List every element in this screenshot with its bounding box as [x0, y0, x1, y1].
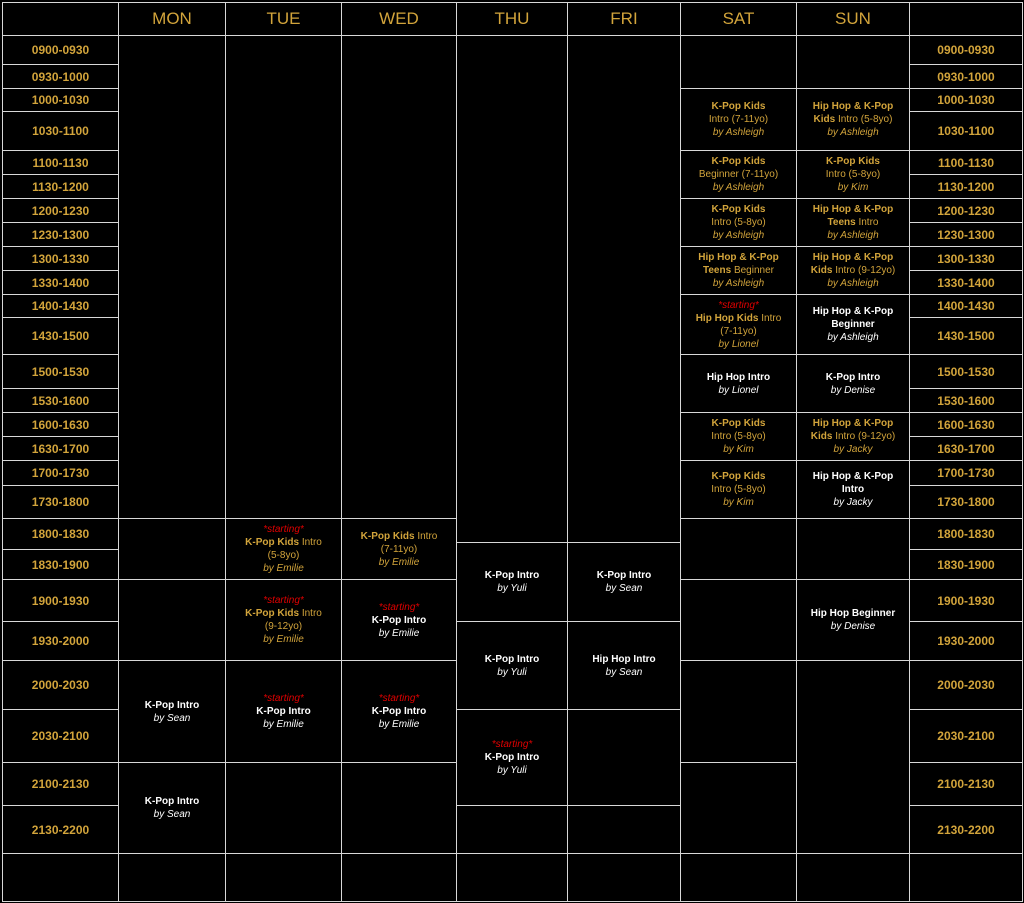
- class-title: K-Pop Intro: [256, 706, 311, 717]
- class-line: [263, 633, 304, 646]
- class-line: [811, 264, 895, 277]
- time-label-left: 1400-1430: [2, 294, 119, 318]
- empty-slot: [341, 762, 457, 854]
- class-title: K-Pop Intro: [484, 752, 540, 763]
- class-line: [712, 417, 766, 430]
- class-block[interactable]: [680, 412, 797, 461]
- class-text: Beginner (7-11yo): [698, 169, 779, 180]
- class-block[interactable]: [118, 762, 226, 854]
- class-line: [485, 751, 539, 764]
- time-label-left: 1200-1230: [2, 198, 119, 223]
- class-line: [699, 168, 778, 181]
- class-text: Intro: [855, 217, 879, 228]
- class-line: [592, 653, 655, 666]
- class-line: [713, 229, 764, 242]
- class-line: [709, 113, 768, 126]
- day-header-wed: WED: [341, 2, 457, 36]
- class-title: Hip Hop Intro: [706, 371, 771, 383]
- class-line: [145, 699, 199, 712]
- class-block[interactable]: [567, 542, 681, 622]
- instructor-name: by Emilie: [378, 556, 420, 568]
- class-title: Hip Hop & K-Pop: [812, 204, 894, 215]
- instructor-name: by Emilie: [263, 719, 304, 730]
- time-label-right: 1300-1330: [909, 246, 1023, 271]
- class-line: [379, 718, 420, 731]
- time-label-left: 0930-1000: [2, 64, 119, 89]
- class-line: [497, 666, 526, 679]
- class-line: [813, 417, 894, 430]
- class-line: [718, 299, 759, 312]
- time-label-right: 1430-1500: [909, 317, 1023, 355]
- starting-note: *starting*: [263, 595, 304, 606]
- class-block[interactable]: [796, 150, 910, 199]
- time-label-left: 1800-1830: [2, 518, 119, 550]
- class-line: [379, 556, 420, 569]
- instructor-name: by Kim: [723, 497, 754, 508]
- empty-slot: [796, 660, 910, 854]
- empty-slot: [341, 853, 457, 902]
- class-line: [811, 607, 895, 620]
- class-line: [723, 443, 754, 456]
- class-title: Hip Hop & K-Pop: [812, 101, 894, 112]
- empty-slot: [796, 518, 910, 580]
- time-label-right: 1700-1730: [909, 460, 1023, 486]
- class-text: Intro: [758, 312, 782, 324]
- empty-slot: [118, 853, 226, 902]
- class-line: [698, 251, 779, 264]
- class-line: [381, 543, 418, 556]
- class-title: K-Pop Intro: [371, 706, 427, 717]
- time-label-left: 1030-1100: [2, 111, 119, 151]
- time-label-left: 2130-2200: [2, 805, 119, 854]
- time-label-left: 0900-0930: [2, 35, 119, 65]
- empty-slot: [118, 579, 226, 661]
- instructor-name: by Lionel: [718, 338, 759, 350]
- class-title: K-Pop Intro: [484, 570, 540, 581]
- class-block[interactable]: [341, 518, 457, 580]
- class-line: [838, 181, 869, 194]
- time-label-right: 1130-1200: [909, 174, 1023, 199]
- class-title: K-Pop Kids: [245, 537, 300, 548]
- empty-slot: [225, 762, 342, 854]
- time-footer-left: [2, 853, 119, 902]
- class-text: Intro: [299, 537, 322, 548]
- class-title: K-Pop Kids: [711, 471, 766, 482]
- class-text: Intro: [299, 608, 322, 619]
- instructor-name: by Ashleigh: [712, 182, 765, 193]
- class-title: K-Pop Kids: [826, 156, 880, 167]
- time-label-left: 1000-1030: [2, 88, 119, 112]
- time-label-left: 1530-1600: [2, 388, 119, 413]
- class-line: [245, 536, 322, 549]
- class-line: [814, 113, 893, 126]
- class-line: [485, 653, 539, 666]
- class-block[interactable]: [118, 660, 226, 763]
- class-line: [263, 692, 304, 705]
- class-block[interactable]: [680, 88, 797, 151]
- time-label-right: 1630-1700: [909, 436, 1023, 461]
- time-label-right: 1030-1100: [909, 111, 1023, 151]
- class-block[interactable]: [796, 294, 910, 355]
- class-line: [827, 331, 878, 344]
- class-line: [713, 181, 764, 194]
- class-title: K-Pop Kids: [711, 156, 766, 167]
- time-label-right: 2000-2030: [909, 660, 1023, 710]
- class-line: [834, 496, 873, 509]
- empty-slot: [680, 35, 797, 89]
- class-line: [720, 325, 757, 338]
- instructor-name: by Emilie: [263, 634, 304, 645]
- class-block[interactable]: [680, 150, 797, 199]
- class-line: [492, 738, 533, 751]
- empty-slot: [567, 35, 681, 543]
- class-line: [826, 371, 880, 384]
- class-text: (7-11yo): [380, 543, 418, 555]
- time-label-right: 1330-1400: [909, 270, 1023, 295]
- class-block[interactable]: [680, 460, 797, 519]
- class-line: [712, 100, 766, 113]
- class-block[interactable]: [456, 621, 568, 710]
- class-text: Intro (9-12yo): [832, 265, 896, 276]
- class-line: [263, 718, 304, 731]
- class-block[interactable]: [680, 246, 797, 295]
- class-title: Kids: [810, 431, 833, 442]
- class-title: Teens: [703, 265, 732, 276]
- class-block[interactable]: [680, 198, 797, 247]
- class-line: [379, 627, 420, 640]
- empty-slot: [796, 853, 910, 902]
- class-block[interactable]: [680, 294, 797, 355]
- time-label-left: 1600-1630: [2, 412, 119, 437]
- time-label-right: 2030-2100: [909, 709, 1023, 763]
- class-title: Hip Hop Beginner: [810, 608, 896, 619]
- time-label-right: 1900-1930: [909, 579, 1023, 622]
- class-line: [826, 168, 880, 181]
- class-text: (5-8yo): [267, 550, 300, 561]
- class-line: [696, 312, 782, 325]
- class-title: Hip Hop & K-Pop: [812, 252, 894, 263]
- class-line: [811, 430, 895, 443]
- class-block[interactable]: [796, 354, 910, 413]
- time-label-right: 1400-1430: [909, 294, 1023, 318]
- instructor-name: by Emilie: [378, 719, 420, 730]
- instructor-name: by Kim: [723, 444, 754, 455]
- class-title: Kids: [810, 265, 833, 276]
- time-label-right: 1530-1600: [909, 388, 1023, 413]
- class-block[interactable]: [796, 412, 910, 461]
- class-line: [718, 384, 758, 397]
- class-text: Intro (5-8yo): [711, 217, 766, 228]
- class-text: Intro: [414, 530, 438, 542]
- class-title: K-Pop Kids: [360, 530, 415, 542]
- class-title: K-Pop Intro: [144, 699, 200, 711]
- class-line: [263, 594, 304, 607]
- class-line: [713, 277, 764, 290]
- class-line: [723, 496, 754, 509]
- class-line: [361, 530, 438, 543]
- time-label-right: 0930-1000: [909, 64, 1023, 89]
- starting-note: *starting*: [378, 693, 420, 704]
- class-title: K-Pop Intro: [144, 796, 200, 807]
- class-line: [268, 549, 300, 562]
- instructor-name: by Denise: [830, 384, 876, 396]
- empty-slot: [680, 518, 797, 580]
- empty-slot: [456, 805, 568, 854]
- empty-slot: [456, 35, 568, 543]
- class-block[interactable]: [680, 354, 797, 413]
- header-corner-right: [909, 2, 1023, 36]
- time-label-right: 1930-2000: [909, 621, 1023, 661]
- class-line: [842, 483, 864, 496]
- class-title: K-Pop Intro: [825, 371, 881, 383]
- day-header-fri: FRI: [567, 2, 681, 36]
- starting-note: *starting*: [263, 524, 304, 535]
- class-line: [597, 569, 651, 582]
- class-line: [711, 483, 765, 496]
- class-line: [718, 338, 758, 351]
- class-line: [497, 582, 526, 595]
- instructor-name: by Emilie: [378, 627, 420, 639]
- time-label-left: 1900-1930: [2, 579, 119, 622]
- empty-slot: [567, 709, 681, 806]
- class-title: K-Pop Intro: [371, 614, 427, 626]
- instructor-name: by Sean: [153, 809, 191, 820]
- header-corner-left: [2, 2, 119, 36]
- empty-slot: [456, 853, 568, 902]
- class-line: [813, 305, 894, 318]
- class-line: [372, 614, 426, 627]
- class-line: [827, 277, 878, 290]
- class-title: Teens: [827, 217, 856, 228]
- instructor-name: by Ashleigh: [712, 127, 765, 138]
- empty-slot: [225, 35, 342, 519]
- class-title: Intro: [841, 484, 865, 495]
- empty-slot: [680, 660, 797, 763]
- day-header-tue: TUE: [225, 2, 342, 36]
- day-header-sun: SUN: [796, 2, 910, 36]
- instructor-name: by Yuli: [497, 666, 527, 678]
- class-line: [826, 155, 880, 168]
- class-block[interactable]: [225, 660, 342, 763]
- instructor-name: by Ashleigh: [827, 230, 879, 241]
- empty-slot: [118, 35, 226, 519]
- class-line: [256, 705, 310, 718]
- starting-note: *starting*: [718, 299, 759, 311]
- empty-slot: [680, 579, 797, 661]
- class-line: [813, 251, 894, 264]
- class-line: [713, 126, 764, 139]
- time-label-left: 1500-1530: [2, 354, 119, 389]
- time-label-left: 1230-1300: [2, 222, 119, 247]
- class-text: Intro (5-8yo): [711, 484, 766, 495]
- instructor-name: by Sean: [605, 583, 643, 594]
- class-line: [827, 126, 878, 139]
- class-block[interactable]: [456, 542, 568, 622]
- class-block[interactable]: [796, 579, 910, 661]
- empty-slot: [680, 762, 797, 854]
- class-text: Intro (5-8yo): [825, 169, 881, 180]
- class-line: [606, 666, 643, 679]
- class-line: [827, 229, 878, 242]
- class-line: [707, 371, 770, 384]
- class-line: [831, 620, 875, 633]
- time-label-left: 1730-1800: [2, 485, 119, 519]
- class-line: [712, 155, 766, 168]
- time-label-left: 1130-1200: [2, 174, 119, 199]
- time-label-right: 0900-0930: [909, 35, 1023, 65]
- class-line: [497, 764, 526, 777]
- class-text: Intro (7-11yo): [708, 114, 769, 125]
- instructor-name: by Emilie: [263, 563, 304, 574]
- empty-slot: [118, 518, 226, 580]
- instructor-name: by Ashleigh: [712, 230, 765, 241]
- day-header-sat: SAT: [680, 2, 797, 36]
- class-block[interactable]: [796, 198, 910, 247]
- empty-slot: [567, 805, 681, 854]
- time-label-left: 1830-1900: [2, 549, 119, 580]
- class-line: [606, 582, 643, 595]
- instructor-name: by Yuli: [497, 765, 527, 776]
- class-line: [154, 712, 191, 725]
- class-line: [712, 203, 766, 216]
- empty-slot: [225, 853, 342, 902]
- class-line: [834, 443, 873, 456]
- time-label-left: 1430-1500: [2, 317, 119, 355]
- class-title: Hip Hop & K-Pop: [698, 252, 779, 263]
- starting-note: *starting*: [491, 739, 533, 750]
- class-title: K-Pop Kids: [711, 101, 766, 112]
- time-label-left: 2000-2030: [2, 660, 119, 710]
- class-line: [263, 523, 304, 536]
- class-block[interactable]: [456, 709, 568, 806]
- time-label-right: 1730-1800: [909, 485, 1023, 519]
- class-line: [712, 470, 766, 483]
- class-title: K-Pop Kids: [711, 204, 766, 215]
- class-text: Intro (5-8yo): [835, 114, 893, 125]
- class-line: [813, 100, 894, 113]
- empty-slot: [341, 35, 457, 519]
- time-label-right: 1500-1530: [909, 354, 1023, 389]
- class-line: [831, 318, 874, 331]
- instructor-name: by Ashleigh: [712, 278, 765, 289]
- class-title: Hip Hop & K-Pop: [812, 418, 894, 429]
- starting-note: *starting*: [263, 693, 304, 704]
- time-label-left: 1930-2000: [2, 621, 119, 661]
- class-text: Intro (9-12yo): [832, 431, 896, 442]
- class-title: Kids: [813, 114, 836, 125]
- time-label-right: 1800-1830: [909, 518, 1023, 550]
- class-line: [813, 470, 894, 483]
- instructor-name: by Sean: [605, 666, 643, 678]
- instructor-name: by Kim: [837, 182, 869, 193]
- starting-note: *starting*: [378, 601, 420, 613]
- class-block[interactable]: [796, 246, 910, 295]
- class-text: (9-12yo): [264, 621, 303, 632]
- instructor-name: by Yuli: [497, 583, 527, 594]
- class-line: [245, 607, 322, 620]
- time-label-left: 1100-1130: [2, 150, 119, 175]
- instructor-name: by Ashleigh: [827, 278, 879, 289]
- class-line: [379, 601, 420, 614]
- class-line: [265, 620, 302, 633]
- class-line: [711, 216, 765, 229]
- class-title: Hip Hop & K-Pop: [812, 306, 894, 317]
- class-text: Beginner: [731, 265, 774, 276]
- time-label-left: 1700-1730: [2, 460, 119, 486]
- time-label-right: 1600-1630: [909, 412, 1023, 437]
- day-header-thu: THU: [456, 2, 568, 36]
- instructor-name: by Denise: [830, 621, 876, 632]
- time-label-right: 1830-1900: [909, 549, 1023, 580]
- class-title: K-Pop Kids: [711, 418, 766, 429]
- class-line: [703, 264, 774, 277]
- class-block[interactable]: [225, 579, 342, 661]
- time-label-right: 2100-2130: [909, 762, 1023, 806]
- instructor-name: by Jacky: [833, 497, 873, 508]
- class-line: [145, 795, 199, 808]
- class-block[interactable]: [341, 660, 457, 763]
- class-title: Hip Hop Intro: [592, 653, 656, 665]
- class-line: [711, 430, 765, 443]
- class-text: (7-11yo): [720, 325, 757, 337]
- class-block[interactable]: [796, 88, 910, 151]
- time-label-right: 2130-2200: [909, 805, 1023, 854]
- class-block[interactable]: [796, 460, 910, 519]
- class-block[interactable]: [567, 621, 681, 710]
- class-title: K-Pop Intro: [596, 570, 652, 581]
- time-label-left: 1300-1330: [2, 246, 119, 271]
- instructor-name: by Sean: [153, 712, 191, 724]
- time-label-left: 2030-2100: [2, 709, 119, 763]
- instructor-name: by Lionel: [718, 384, 759, 396]
- class-line: [828, 216, 879, 229]
- class-title: Beginner: [831, 319, 875, 330]
- class-line: [813, 203, 894, 216]
- class-line: [263, 562, 304, 575]
- time-label-left: 1330-1400: [2, 270, 119, 295]
- class-title: Hip Hop Kids: [695, 312, 759, 324]
- class-title: K-Pop Kids: [245, 608, 300, 619]
- time-label-left: 1630-1700: [2, 436, 119, 461]
- class-block[interactable]: [341, 579, 457, 661]
- instructor-name: by Ashleigh: [827, 332, 879, 343]
- class-block[interactable]: [225, 518, 342, 580]
- empty-slot: [567, 853, 681, 902]
- empty-slot: [796, 35, 910, 89]
- day-header-mon: MON: [118, 2, 226, 36]
- class-text: Intro (5-8yo): [711, 431, 766, 442]
- time-label-left: 2100-2130: [2, 762, 119, 806]
- time-label-right: 1100-1130: [909, 150, 1023, 175]
- time-label-right: 1230-1300: [909, 222, 1023, 247]
- time-label-right: 1000-1030: [909, 88, 1023, 112]
- instructor-name: by Jacky: [833, 444, 873, 455]
- time-label-right: 1200-1230: [909, 198, 1023, 223]
- class-line: [485, 569, 539, 582]
- class-line: [372, 705, 426, 718]
- class-title: K-Pop Intro: [484, 653, 540, 665]
- empty-slot: [680, 853, 797, 902]
- class-title: Hip Hop & K-Pop: [812, 471, 894, 482]
- instructor-name: by Ashleigh: [827, 127, 879, 138]
- class-line: [154, 808, 191, 821]
- class-line: [831, 384, 875, 397]
- class-line: [379, 692, 420, 705]
- time-footer-right: [909, 853, 1023, 902]
